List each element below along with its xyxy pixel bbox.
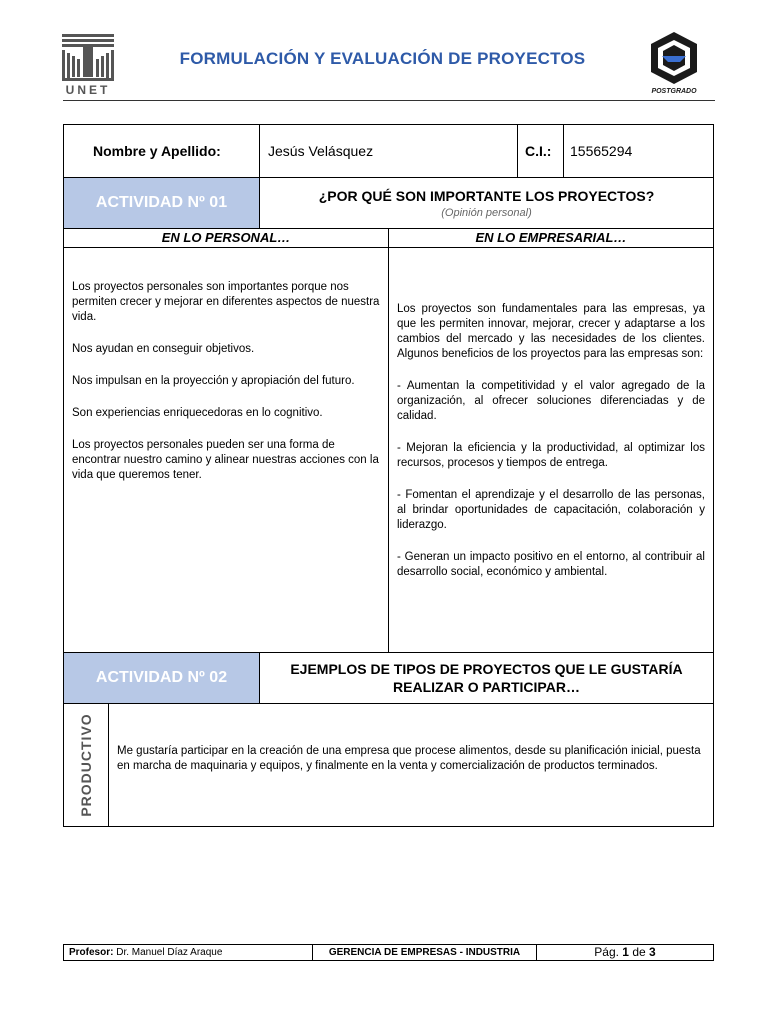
business-paragraph: - Aumentan la competitividad y el valor agregado de la organización, al ofrecer soluciones diferenciadas y de calidad.	[397, 380, 705, 422]
activity-1-question-cell	[259, 177, 714, 229]
course-name: GERENCIA DE EMPRESAS - INDUSTRIA	[328, 947, 521, 958]
postgrado-logo-icon	[640, 30, 708, 96]
page-of: de	[632, 945, 646, 959]
business-column-header	[388, 228, 714, 248]
page-current: 1	[622, 945, 629, 959]
page-prefix: Pág.	[594, 945, 619, 959]
document-title: FORMULACIÓN Y EVALUACIÓN DE PROYECTOS	[179, 49, 586, 68]
ci-label: C.I.:	[525, 143, 552, 159]
activity-2-answer: Me gustaría participar en la creación de una empresa que procese alimentos, desde su planificación inicial, puesta en marcha de maquinaria y equipos, y finalmente en la venta y comercialización de productos terminados.	[117, 745, 701, 772]
personal-column-title: EN LO PERSONAL…	[161, 230, 291, 245]
page-total: 3	[649, 945, 656, 959]
postgrado-logo	[640, 30, 708, 96]
activity-1-subtitle: (Opinión personal)	[441, 207, 532, 219]
activity-2-question-cell	[259, 652, 714, 704]
business-paragraph: - Generan un impacto positivo en el entorno, al contribuir al desarrollo social, económico y ambiental.	[397, 551, 705, 578]
category-label: PRODUCTIVO	[78, 713, 94, 817]
category-cell	[63, 703, 109, 827]
personal-paragraph: Nos ayudan en conseguir objetivos.	[72, 343, 255, 355]
ci-value: 15565294	[570, 143, 633, 159]
header-divider	[63, 100, 715, 101]
unet-logo-text: UNET	[65, 83, 111, 97]
professor-label: Profesor:	[69, 947, 114, 958]
ci-value-cell	[563, 124, 714, 178]
unet-logo-icon	[60, 32, 116, 98]
activity-2-question: EJEMPLOS DE TIPOS DE PROYECTOS QUE LE GUSTARÍA REALIZAR O PARTICIPAR…	[290, 661, 683, 695]
professor-name: Dr. Manuel Díaz Araque	[116, 947, 223, 958]
personal-paragraph: Los proyectos personales pueden ser una forma de encontrar nuestro camino y alinear nuestras acciones con la vida que queremos tener.	[72, 439, 379, 481]
postgrado-logo-text: POSTGRADO	[651, 88, 697, 95]
footer-professor-cell	[63, 944, 313, 961]
business-column-title: EN LO EMPRESARIAL…	[475, 230, 627, 245]
business-content-cell	[388, 247, 714, 653]
personal-column-header	[63, 228, 389, 248]
activity-1-label-cell	[63, 177, 260, 229]
personal-content-cell	[63, 247, 389, 653]
footer-page-cell	[536, 944, 714, 961]
activity-2-label: ACTIVIDAD Nº 02	[95, 669, 228, 686]
activity-2-answer-cell	[108, 703, 714, 827]
personal-paragraph: Los proyectos personales son importantes porque nos permiten crecer y mejorar en diferentes aspectos de nuestra vida.	[72, 281, 380, 323]
name-label: Nombre y Apellido:	[93, 143, 221, 159]
name-value-cell	[259, 124, 518, 178]
name-label-cell	[63, 124, 260, 178]
activity-1-question: ¿POR QUÉ SON IMPORTANTE LOS PROYECTOS?	[318, 188, 655, 204]
unet-logo	[60, 32, 116, 98]
business-paragraph: - Fomentan el aprendizaje y el desarrollo de las personas, al brindar oportunidades de capacitación, colaboración y liderazgo.	[397, 489, 705, 531]
footer-course-cell	[312, 944, 537, 961]
personal-paragraph: Nos impulsan en la proyección y apropiación del futuro.	[72, 375, 355, 387]
name-value: Jesús Velásquez	[268, 143, 374, 159]
business-paragraph: Los proyectos son fundamentales para las empresas, ya que les permiten innovar, mejorar, crecer y adaptarse a los cambios del mercado y las necesidades de los clientes. Algunos beneficios de los proyectos para las empresas son:	[397, 303, 705, 360]
activity-2-label-cell	[63, 652, 260, 704]
business-paragraph: - Mejoran la eficiencia y la productividad, al optimizar los recursos, procesos y tiempos de entrega.	[397, 442, 705, 469]
personal-paragraph: Son experiencias enriquecedoras en lo cognitivo.	[72, 407, 323, 419]
activity-1-label: ACTIVIDAD Nº 01	[95, 194, 228, 211]
ci-label-cell	[517, 124, 564, 178]
